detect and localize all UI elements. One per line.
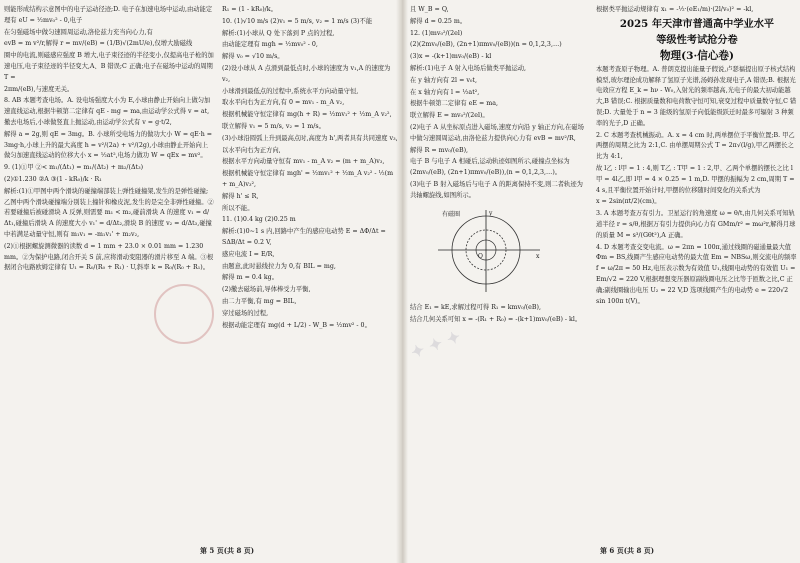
answer-text: 取水平向右为正方向,有 0 = mv₁ - m_A v₂, (222, 99, 345, 107)
watermark: ✦ ✦ ✦ (408, 326, 464, 363)
answer-text: 解得 v₀ = √10 m/s。 (222, 53, 284, 61)
answer-text: 小球滑到最低点的过程中,系统水平方向动量守恒, (222, 87, 359, 95)
answer-text: 2πm/(eB),与速度无关。 (4, 85, 74, 93)
answer-text: 圈中的电流,则磁感应强度 B 增大,电子束径迹的半径变小,仅提高电子枪的加速电压,电子束径迹的半径变大,A、B 错误;C 正确;电子在磁场中运动的周期 T = (4, 52, 214, 81)
answer-text: 感应电流 I = E/R, (222, 250, 275, 258)
answer-text: 故 l乙 : l甲 = 1 : 4,则 T乙 : T甲 = 1 : 2,甲、乙两个单摆的摆长之比 l甲 = 4l乙,即 l甲 = 4 × 0.25 = 1 m,D. 甲摆的振幅为 2 cm,周期 T = 4 s,且平衡位置开始计时,甲摆的位移随时间变化的关系式为 (596, 164, 795, 194)
answer-8: 8. AB 本题考查电场。A. 设电场强度大小为 E,小球由静止开始向上做匀加速直线运动,根据牛顿第二定律有 qE - mg = ma,由运动学公式得 v = at,撤去电场后,小球做竖直上抛运动,由运动学公式有 v = g·t/2, (4, 97, 211, 126)
diagram-label-y: y (489, 209, 493, 217)
answer-text: (3)小球沿圆弧上升到最高点时,高度为 h',两者具有共同速度 v₃, (222, 134, 398, 142)
answer-9: 9. (1)①甲 ②< m₁/(Δt₁) = m₁/(Δt₂) + m₂/(Δt₃) (4, 164, 144, 172)
answer-text: (2)设小球从 A 点滑到最低点时,小球的速度为 v₁,A 的速度为 v₂, (222, 64, 391, 83)
answer-text: 则能形成结构示意图中的电子运动径迹;D. 电子在加速电场中运动,由动能定理有 eU = ½mv₀² - 0,电子 (4, 6, 213, 24)
page-number-left: 第 5 页(共 8 页) (200, 546, 255, 556)
answer-text: 由二力平衡,有 mg = BIL, (222, 297, 297, 305)
answer-text: 解得 m = 0.4 kg。 (222, 274, 279, 282)
answer-3: 3. A 本题考查万有引力。卫星运行的角速度 ω = θ/t,由几何关系可知轨道半径 r = s/θ,根据万有引力提供向心力有 GMm/r² = mω²r,解得月球的质量 M = s³/(Gθt²),A 正确。 (596, 210, 796, 239)
answer-text: 在 x 轴方向有 l = ½at², (410, 88, 480, 96)
answer-text: 解得 R = mv₀/(eB), (410, 146, 469, 154)
answer-1: 本题考查原子物理。A. 普朗克提出能量子假说,卢瑟福提出原子核式结构模型,玻尔理论成功解释了氢原子光谱,汤姆孙发现电子,A 错误;B. 根据光电效应方程 E_k = hν - W₀,入射光的频率越高,光电子的最大初动能越大,B 错误;C. 根据质量数和电荷数守恒可知,衰变过程中质量数守恒,C 错误;D. 大量处于 n = 3 能级的氢原子向低能级跃迁时最多可辐射 3 种频率的光子,D 正确。 (596, 65, 797, 127)
paper-title-year: 2025 年天津市普通高中学业水平 (619, 17, 775, 30)
answer-text: 根据动能定理有 mg(d + L/2) - W_B = ½mv² - 0。 (222, 321, 371, 329)
answer-text: 解析:(1)电子 A 射入电场后做类平抛运动, (410, 64, 527, 72)
answer-text: (2)电子 A 从坐标原点进入磁场,速度方向沿 y 轴正方向,在磁场中做匀速圆周运动,由洛伦兹力提供向心力有 evB = mv²/R, (410, 123, 584, 142)
answer-text: 根据机械能守恒定律有 mg(h + R) = ½mv₁² + ½m_A v₂², (222, 111, 392, 119)
answer-text: 电子 B 与电子 A 相碰后,运动轨迹如图所示,碰撞点坐标为 (2mv₀/(eB), (2n+1)πmv₀/(eB)),(n = 0,1,2,3,…)。 (410, 158, 570, 177)
right-column-2 (596, 4, 798, 536)
answer-text: 联立解得 E = mv₀²/(2el)。 (410, 112, 489, 120)
diagram-label-x: x (536, 252, 540, 260)
answer-2: 2. C 本题考查机械振动。A. x = 4 cm 时,两单摆位于平衡位置;B. 甲乙两摆的周期之比为 2:1,C. 由单摆周期公式 T = 2π√(l/g),甲乙两摆长之比为 4:1, (596, 131, 795, 161)
answer-text: 解得 a = 2g,则 qE = 3mg。B. 小球所受电场力的做功大小 W = qE·h = 3mg·h,小球上升的最大高度 h = v²/(2a) + v²/(2g),小球由静止开始向上做匀加速直线运动的位移大小 x = ½at²,电场力做功 W = qEx = mv²。 (4, 130, 213, 160)
answer-text: 解得 h' ≤ R, (222, 192, 259, 200)
diagram-label-field: 有磁圈 (442, 210, 461, 218)
answer-11: 11. (1)0.4 kg (2)0.25 m (222, 216, 296, 224)
page-number-right: 第 6 页(共 8 页) (600, 546, 655, 556)
watermark-stamp (154, 284, 214, 344)
answer-text: 在 y 轴方向有 2l = v₀t, (410, 76, 477, 84)
trajectory-diagram (428, 206, 548, 294)
answer-text: 结合 E₁ = kE,求解过程可得 R₁ = kmv₀/(eB), (410, 304, 541, 312)
answer-text: R₁ = (1 - kR₀)/k。 (222, 6, 277, 13)
answer-text: 解得 d = 0.25 m。 (410, 17, 467, 25)
left-column-1 (4, 4, 214, 536)
answer-text: 穿过磁场的过程, (222, 309, 269, 317)
answer-text: 所以不能。 (222, 204, 254, 212)
answer-text: evB = m v²/r,解得 r = mv/(eB) = (1/B)√(2mU/e),仅增大励磁线 (4, 40, 193, 48)
answer-text: (2)①1.230 ②A ③(1 - kR₀)/k · R₁ (4, 175, 102, 183)
answer-text: 且 W_B = Q, (410, 6, 449, 13)
answer-text: 根据水平方向动量守恒有 mv₁ - m_A v₂ = (m + m_A)v₃, (222, 158, 385, 166)
paper-title-subject: 物理(3·信心卷) (659, 49, 735, 62)
answer-text: 根据牛顿第二定律有 eE = ma, (410, 100, 499, 108)
answer-text: (3)x = -(k+1)mv₀/(eB) - kl (410, 53, 492, 61)
answer-text: (2)①根据螺旋测微器的读数 d = 1 mm + 23.0 × 0.01 mm = 1.230 mm。②为保护电路,闭合开关 S 前,应将滑动变阻器的滑片移至 A 端。③根据闭合电路欧姆定律有 U₁ = R₀/(R₀ + R₁) · U,斜率 k = R₀/(R₀ + R₁)。 (4, 242, 214, 272)
answer-text: x = 2sin(πt/2)(cm)。 (596, 198, 661, 206)
diagram-label-origin: O (478, 252, 483, 260)
answer-text: 在匀强磁场中做匀速圆周运动,洛伦兹力充当向心力,有 (4, 28, 153, 36)
right-page (410, 4, 798, 536)
answer-text: 由题意,此时悬线拉力为 0,有 BIL = mg, (222, 262, 336, 270)
answer-text: 联立解得 v₁ = 5 m/s, v₂ = 1 m/s。 (222, 122, 325, 130)
answer-4: 4. D 本题考查交变电流。ω = 2πn = 100π,通过线圈的磁通量最大值 Φm = BS,线圈产生感应电动势的最大值 Em = NBSω,则交流电的频率 f = ω/2π = 50 Hz,电压表示数为有效值 U₁,线圈电动势的有效值 U₁ = Em/√2 = 220 V,根据理想变压器原副线圈电压之比等于匝数之比,C 正确;副线圈输出电压 U₂ = 22 V,D 选项线圈产生的电动势 e = 220√2 sin 100π t(V)。 (596, 243, 797, 305)
answer-text: (2)(2mv₀/(eB), (2n+1)πmv₀/(eB))(n = 0,1,2,3,…) (410, 41, 562, 49)
answer-text: (3)电子 B 射入磁场后与电子 A 的距离保持不变,则二者轨迹为共轴螺旋线,如图所示。 (410, 180, 583, 199)
answer-text: 结合几何关系可知 x = -(R₁ + R₀) = -(k+1)mv₀/(eB) - kl。 (410, 316, 582, 324)
answer-text: 解析:(1)①甲图中两个滑块的碰撞端部装上弹性碰撞架,发生的是弹性碰撞;乙图中两个滑块碰撞端分别装上撞针和橡皮泥,发生的是完全非弹性碰撞。②若要碰撞后被碰滑块 A 反弹,则需要 m₁ < m₂,碰前滑块 A 的速度 v₁ = d/Δt₁,碰撞后滑块 A 的速度大小 v₁' = d/Δt₂,滑块 B 的速度 v₂ = d/Δt₃,碰撞中若满足动量守恒,则有 m₁v₁ = -m₁v₁' + m₂v₂, (4, 187, 214, 238)
left-page (4, 4, 396, 536)
answer-text: 根据类平抛运动规律有 x₁ = -½·(eE₁/m)·(2l/v₀)² = -kl, (596, 6, 754, 13)
answer-text: 解析:(1)小球从 Q 处下落到 P 点的过程, (222, 29, 335, 37)
answer-12: 12. (1)mv₀²/(2el) (410, 29, 463, 37)
answer-text: (2)撤去磁场前,导体棒受力平衡, (222, 286, 311, 294)
answer-text: 解析:(1)0~1 s 内,回路中产生的感应电动势 E = ΔΦ/Δt = SΔB/Δt = 0.2 V, (222, 228, 386, 246)
paper-title-exam: 等级性考试抢分卷 (656, 33, 738, 46)
left-column-2 (222, 4, 398, 536)
answer-10: 10. (1)√10 m/s (2)v₁ = 5 m/s, v₂ = 1 m/s (3)不能 (222, 17, 373, 25)
answer-text: 根据机械能守恒定律有 mgh' = ½mv₁² + ½m_A v₂² - ½(m + m_A)v₃², (222, 170, 394, 188)
right-column-1 (410, 4, 588, 536)
answer-text: 由动能定理有 mgh = ½mv₀² - 0, (222, 41, 318, 49)
answer-text: 以水平向右为正方向, (222, 146, 281, 154)
